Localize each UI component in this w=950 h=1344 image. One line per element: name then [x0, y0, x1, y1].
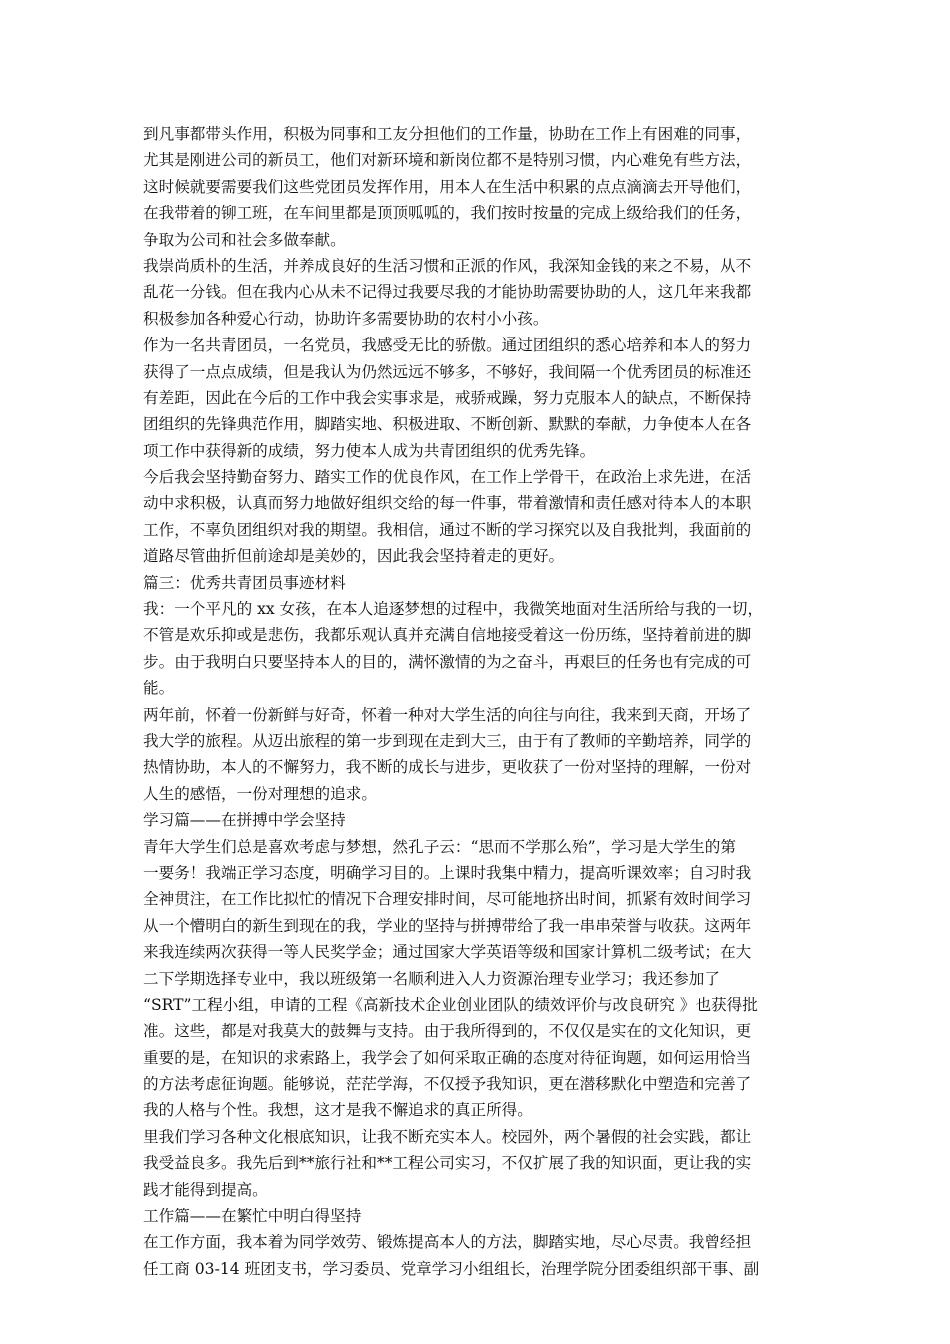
text-line: 我崇尚质朴的生活，并养成良好的生活习惯和正派的作风，我深知金钱的来之不易，从不 — [143, 256, 752, 275]
text-line: 二下学期选择专业中，我以班级第一名顺利进入人力资源治理专业学习；我还参加了 — [143, 969, 720, 988]
document-body — [143, 121, 811, 1282]
text-line: 今后我会坚持勤奋努力、踏实工作的优良作风，在工作上学骨干，在政治上求先进，在活 — [143, 468, 752, 487]
text-line: 工作篇——在繁忙中明白得坚持 — [143, 1207, 362, 1226]
text-line: 我受益良多。我先后到**旅行社和**工程公司实习，不仅扩展了我的知识面，更让我的实 — [143, 1154, 752, 1173]
text-line: 我大学的旅程。从迈出旅程的第一步到现在走到大三，由于有了教师的辛勤培养，同学的 — [143, 731, 752, 750]
text-line: 有差距，因此在今后的工作中我会实事求是，戒骄戒躁，努力克服本人的缺点，不断保持 — [143, 388, 752, 407]
text-line: 一要务！我端正学习态度，明确学习目的。上课时我集中精力，提高听课效率；自习时我 — [143, 863, 752, 882]
text-line: 项工作中获得新的成绩，努力使本人成为共青团组织的优秀先锋。 — [143, 441, 596, 460]
text-line: 动中求积极，认真而努力地做好组织交给的每一件事，带着激情和责任感对待本人的本职 — [143, 494, 752, 513]
text-line: 从一个懵明白的新生到现在的我，学业的坚持与拼搏带给了我一串串荣誉与收获。这两年 — [143, 916, 752, 935]
text-line: 这时候就要需要我们这些党团员发挥作用，用本人在生活中积累的点点滴滴去开导他们， — [143, 177, 752, 196]
text-line: 人生的感悟，一份对理想的追求。 — [143, 784, 377, 803]
text-line: 学习篇——在拼搏中学会坚持 — [143, 811, 346, 830]
text-line: 全神贯注，在工作比拟忙的情况下合理安排时间，尽可能地挤出时间，抓紧有效时间学习 — [143, 890, 752, 909]
text-line: 的方法考虑征询题。能够说，茫茫学海，不仅授予我知识，更在潜移默化中塑造和完善了 — [143, 1075, 752, 1094]
text-line: 热情协助，本人的不懈努力，我不断的成长与进步，更收获了一份对坚持的理解，一份对 — [143, 758, 752, 777]
text-line: 来我连续两次获得一等人民奖学金；通过国家大学英语等级和国家计算机二级考试；在大 — [143, 943, 752, 962]
text-line: 重要的是，在知识的求索路上，我学会了如何采取正确的态度对待征询题，如何运用恰当 — [143, 1048, 752, 1067]
text-line: 在我带着的铆工班，在车间里都是顶顶呱呱的，我们按时按量的完成上级给我们的任务， — [143, 204, 752, 223]
text-line: 团组织的先锋典范作用，脚踏实地、积极进取、不断创新、默默的奉献，力争使本人在各 — [143, 415, 752, 434]
text-line: 乱花一分钱。但在我内心从未不记得过我要尽我的才能协助需要协助的人，这几年来我都 — [143, 283, 752, 302]
text-line: 尤其是刚进公司的新员工，他们对新环境和新岗位都不是特别习惯，内心难免有些方法， — [143, 151, 752, 170]
text-line: 里我们学习各种文化根底知识，让我不断充实本人。校园外，两个暑假的社会实践，都让 — [143, 1127, 752, 1146]
text-line: 青年大学生们总是喜欢考虑与梦想，然孔子云：“思而不学那么殆”，学习是大学生的第 — [143, 837, 736, 856]
text-line: “SRT”工程小组，申请的工程《高新技术企业创业团队的绩效评价与改良研究 》也获得批 — [143, 995, 758, 1014]
text-line: 作为一名共青团员，一名党员，我感受无比的骄傲。通过团组织的悉心培养和本人的努力 — [143, 336, 752, 355]
text-line: 我的人格与个性。我想，这才是我不懈追求的真正所得。 — [143, 1101, 533, 1120]
text-line: 两年前，怀着一份新鲜与好奇，怀着一种对大学生活的向往与向往，我来到天商，开场了 — [143, 705, 752, 724]
text-line: 积极参加各种爱心行动，协助许多需要协助的农村小小孩。 — [143, 309, 549, 328]
text-line: 在工作方面，我本着为同学效劳、锻炼提高本人的方法，脚踏实地，尽心尽责。我曾经担 — [143, 1233, 752, 1252]
text-line: 践才能得到提高。 — [143, 1180, 268, 1199]
text-line: 不管是欢乐抑或是悲伤，我都乐观认真并充满自信地接受着这一份历练，坚持着前进的脚 — [143, 626, 752, 645]
text-line: 争取为公司和社会多做奉献。 — [143, 230, 346, 249]
text-line: 篇三：优秀共青团员事迹材料 — [143, 573, 346, 592]
text-line: 能。 — [143, 679, 175, 698]
text-line: 道路尽管曲折但前途却是美妙的，因此我会坚持着走的更好。 — [143, 547, 565, 566]
text-line: 任工商 03-14 班团支书，学习委员、党章学习小组组长，治理学院分团委组织部干事、副 — [143, 1259, 760, 1278]
text-line: 准。这些，都是对我莫大的鼓舞与支持。由于我所得到的，不仅仅是实在的文化知识，更 — [143, 1022, 752, 1041]
text-line: 步。由于我明白只要坚持本人的目的，满怀激情的为之奋斗，再艰巨的任务也有完成的可 — [143, 652, 752, 671]
text-line: 我：一个平凡的 xx 女孩，在本人追逐梦想的过程中，我微笑地面对生活所给与我的一切， — [143, 600, 764, 619]
text-line: 到凡事都带头作用，积极为同事和工友分担他们的工作量，协助在工作上有困难的同事， — [143, 125, 752, 143]
text-line: 获得了一点点成绩，但是我认为仍然远远不够多，不够好，我间隔一个优秀团员的标准还 — [143, 362, 752, 381]
text-line: 工作，不辜负团组织对我的期望。我相信，通过不断的学习探究以及自我批判，我面前的 — [143, 520, 752, 539]
